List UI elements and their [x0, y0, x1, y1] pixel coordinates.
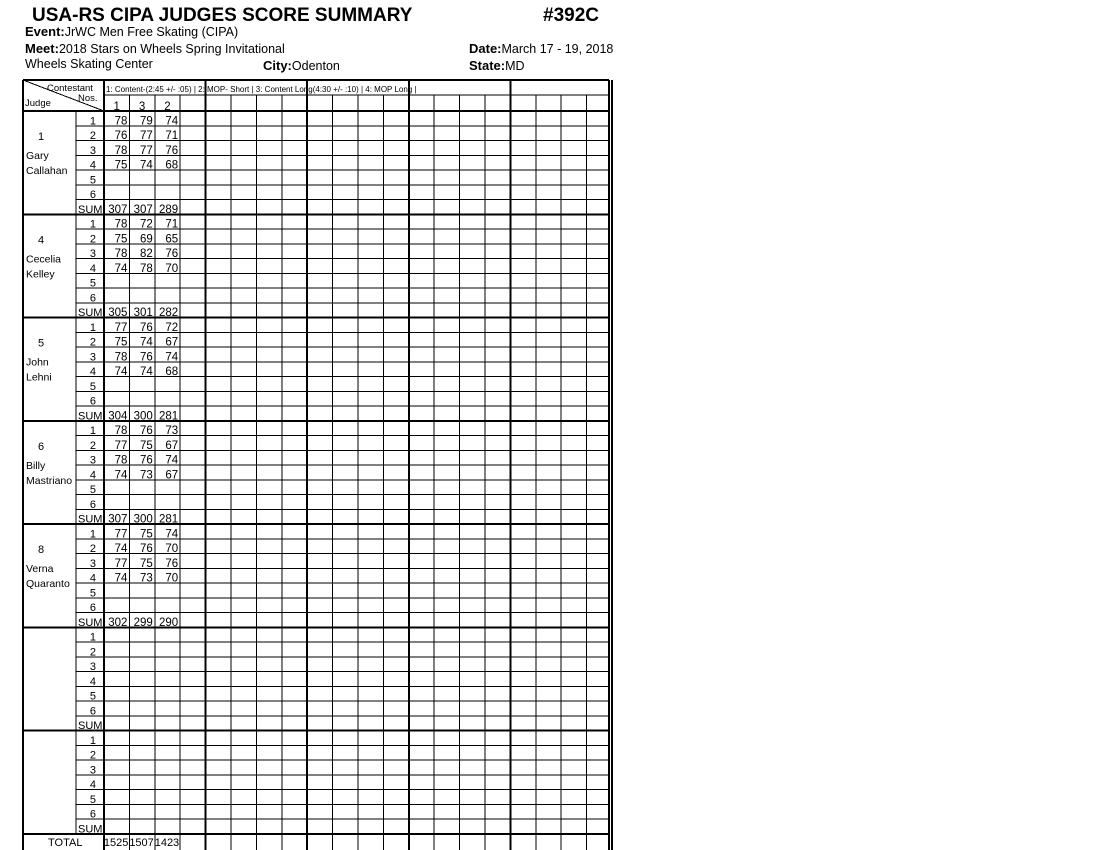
judge-number: 4 — [37, 234, 45, 247]
contestant-number: 1 — [113, 101, 120, 113]
date-value: March 17 - 19, 2018 — [501, 42, 614, 56]
judge-last-name: Quaranto — [26, 578, 70, 590]
sum-label: SUM — [78, 203, 103, 216]
score-cell: 77 — [114, 557, 128, 570]
score-cell: 74 — [114, 543, 128, 555]
meet-label: Meet: — [25, 41, 59, 56]
score-row-number: 2 — [89, 336, 96, 349]
corner-nos-label: Nos. — [78, 93, 98, 104]
judge-last-name: Kelley — [26, 268, 55, 281]
sum-cell: 289 — [159, 203, 179, 216]
score-row-number: 6 — [89, 395, 96, 408]
sum-cell: 302 — [108, 616, 128, 629]
score-row-number: 2 — [89, 543, 96, 555]
score-cell: 74 — [140, 336, 153, 349]
score-row-number: 6 — [89, 498, 96, 511]
judge-first-name: Billy — [26, 459, 46, 472]
score-row-number: 4 — [89, 262, 96, 275]
score-row-number: 4 — [89, 159, 96, 172]
score-cell: 76 — [140, 454, 153, 467]
score-row-number: 6 — [89, 292, 96, 305]
score-row-number: 3 — [89, 351, 96, 364]
score-row-number: 4 — [89, 779, 96, 791]
judge-last-name: Callahan — [26, 165, 68, 177]
score-row-number: 2 — [89, 439, 96, 452]
judge-first-name: John — [26, 356, 49, 369]
total-cell: 1525 — [103, 836, 129, 849]
score-cell: 70 — [165, 262, 179, 275]
score-cell: 75 — [140, 439, 153, 452]
state-label: State: — [469, 58, 506, 73]
score-cell: 78 — [140, 262, 153, 275]
score-cell: 74 — [165, 528, 179, 541]
judge-last-name: Lehni — [26, 371, 52, 384]
score-cell: 74 — [114, 366, 128, 378]
score-cell: 77 — [114, 439, 128, 452]
sum-cell: 307 — [133, 203, 153, 216]
score-cell: 73 — [165, 425, 179, 437]
judge-first-name: Verna — [26, 563, 54, 575]
score-cell: 72 — [140, 218, 153, 231]
judge-number: 6 — [37, 440, 45, 453]
score-cell: 67 — [165, 336, 179, 349]
score-row-number: 6 — [89, 189, 96, 201]
score-cell: 74 — [165, 115, 179, 128]
score-row-number: 2 — [89, 233, 96, 246]
event-value: JrWC Men Free Skating (CIPA) — [64, 25, 239, 39]
score-cell: 76 — [140, 351, 153, 364]
score-row-number: 5 — [89, 690, 96, 703]
contestant-number: 3 — [138, 101, 146, 113]
score-cell: 73 — [140, 572, 153, 585]
score-cell: 78 — [114, 454, 128, 467]
score-cell: 75 — [114, 233, 128, 246]
judge-last-name: Mastriano — [26, 474, 73, 487]
total-cell: 1507 — [129, 836, 154, 849]
score-cell: 76 — [165, 248, 179, 260]
score-row-number: 5 — [89, 277, 96, 290]
score-row-number: 6 — [89, 705, 96, 718]
score-cell: 75 — [140, 557, 153, 570]
page-title: USA-RS CIPA JUDGES SCORE SUMMARY — [32, 5, 413, 26]
score-cell: 67 — [165, 469, 179, 482]
sum-cell: 304 — [108, 410, 128, 423]
judge-number: 1 — [37, 131, 45, 143]
sum-label: SUM — [78, 823, 103, 836]
date-label: Date: — [469, 41, 502, 56]
score-cell: 65 — [165, 233, 179, 246]
sum-label: SUM — [78, 720, 103, 732]
score-row-number: 2 — [89, 646, 96, 659]
sum-cell: 299 — [133, 616, 153, 629]
city-value: Odenton — [291, 59, 340, 73]
venue: Wheels Skating Center — [25, 57, 153, 71]
score-cell: 78 — [114, 218, 128, 231]
score-cell: 76 — [165, 557, 179, 570]
score-row-number: 1 — [89, 734, 96, 747]
city-label: City: — [263, 58, 292, 73]
score-cell: 75 — [114, 336, 128, 349]
score-cell: 70 — [165, 572, 179, 585]
score-row-number: 3 — [89, 557, 96, 570]
score-cell: 74 — [140, 366, 153, 378]
judge-first-name: Cecelia — [26, 253, 62, 266]
score-row-number: 5 — [89, 174, 96, 187]
sum-cell: 300 — [133, 513, 153, 526]
sum-cell: 282 — [159, 307, 179, 319]
score-row-number: 6 — [89, 808, 96, 821]
judge-number: 8 — [37, 544, 45, 556]
score-row-number: 2 — [89, 749, 96, 762]
score-row-number: 5 — [89, 587, 96, 600]
judge-number: 5 — [37, 337, 45, 350]
score-cell: 73 — [140, 469, 153, 482]
score-cell: 78 — [114, 351, 128, 364]
score-row-number: 4 — [89, 675, 96, 688]
score-cell: 77 — [140, 144, 153, 157]
score-cell: 72 — [165, 321, 179, 334]
score-row-number: 5 — [89, 484, 96, 496]
sum-label: SUM — [78, 513, 103, 526]
sum-label: SUM — [78, 307, 103, 319]
score-cell: 69 — [140, 233, 153, 246]
sum-cell: 281 — [159, 410, 179, 423]
meet-value: 2018 Stars on Wheels Spring Invitational — [58, 42, 285, 56]
sum-cell: 300 — [133, 410, 153, 423]
score-row-number: 1 — [89, 321, 96, 334]
sum-label: SUM — [78, 616, 103, 629]
score-cell: 74 — [114, 262, 128, 275]
score-cell: 70 — [165, 543, 179, 555]
sum-cell: 290 — [159, 616, 179, 629]
score-cell: 74 — [165, 351, 179, 364]
score-row-number: 5 — [89, 793, 96, 806]
score-cell: 76 — [140, 321, 153, 334]
score-row-number: 4 — [89, 366, 96, 378]
score-cell: 78 — [114, 425, 128, 437]
state-value: MD — [505, 59, 525, 73]
sum-cell: 305 — [108, 307, 128, 319]
score-row-number: 1 — [89, 218, 96, 231]
score-cell: 74 — [140, 159, 153, 172]
total-cell: 1423 — [154, 836, 180, 849]
score-row-number: 3 — [89, 454, 96, 467]
score-cell: 76 — [114, 130, 128, 142]
score-cell: 71 — [165, 130, 179, 142]
score-cell: 82 — [140, 248, 153, 260]
sum-cell: 301 — [133, 307, 153, 319]
score-row-number: 3 — [89, 661, 96, 673]
score-cell: 78 — [114, 115, 128, 128]
sum-label: SUM — [78, 410, 103, 423]
score-cell: 78 — [114, 248, 128, 260]
sum-cell: 307 — [108, 513, 128, 526]
score-row-number: 5 — [89, 380, 96, 393]
score-row-number: 6 — [89, 602, 96, 614]
score-cell: 76 — [165, 144, 179, 157]
contestant-number: 2 — [164, 101, 171, 113]
score-cell: 74 — [165, 454, 179, 467]
sheet-number: #392C — [543, 5, 599, 26]
score-row-number: 1 — [89, 115, 96, 128]
score-row-number: 1 — [89, 425, 96, 437]
score-cell: 74 — [114, 572, 128, 585]
score-cell: 75 — [114, 159, 128, 172]
sum-cell: 281 — [159, 513, 179, 526]
score-cell: 79 — [140, 115, 153, 128]
sum-cell: 307 — [108, 203, 128, 216]
score-cell: 67 — [165, 439, 179, 452]
corner-judge-label: Judge — [25, 98, 51, 109]
score-row-number: 4 — [89, 572, 96, 585]
score-row-number: 1 — [89, 528, 96, 541]
score-cell: 75 — [140, 528, 153, 541]
score-row-number: 3 — [89, 764, 96, 777]
score-cell: 76 — [140, 425, 153, 437]
total-label: TOTAL — [48, 836, 83, 849]
event-label: Event: — [25, 24, 65, 39]
score-cell: 77 — [114, 321, 128, 334]
score-cell: 77 — [114, 528, 128, 541]
category-legend: 1: Content-(2:45 +/- :05) | 2: MOP- Short | 3: Content Long(4:30 +/- :10) | 4: MOP Long | — [106, 85, 417, 94]
score-cell: 77 — [140, 130, 153, 142]
score-row-number: 3 — [89, 248, 96, 260]
judge-first-name: Gary — [26, 150, 49, 162]
score-row-number: 1 — [89, 631, 96, 644]
score-row-number: 3 — [89, 144, 96, 157]
score-row-number: 4 — [89, 469, 96, 482]
score-cell: 68 — [165, 159, 179, 172]
score-cell: 76 — [140, 543, 153, 555]
score-row-number: 2 — [89, 130, 96, 142]
corner-contestant-label: Contestant — [47, 83, 93, 94]
score-cell: 78 — [114, 144, 128, 157]
score-cell: 68 — [165, 366, 179, 378]
score-cell: 71 — [165, 218, 179, 231]
score-cell: 74 — [114, 469, 128, 482]
